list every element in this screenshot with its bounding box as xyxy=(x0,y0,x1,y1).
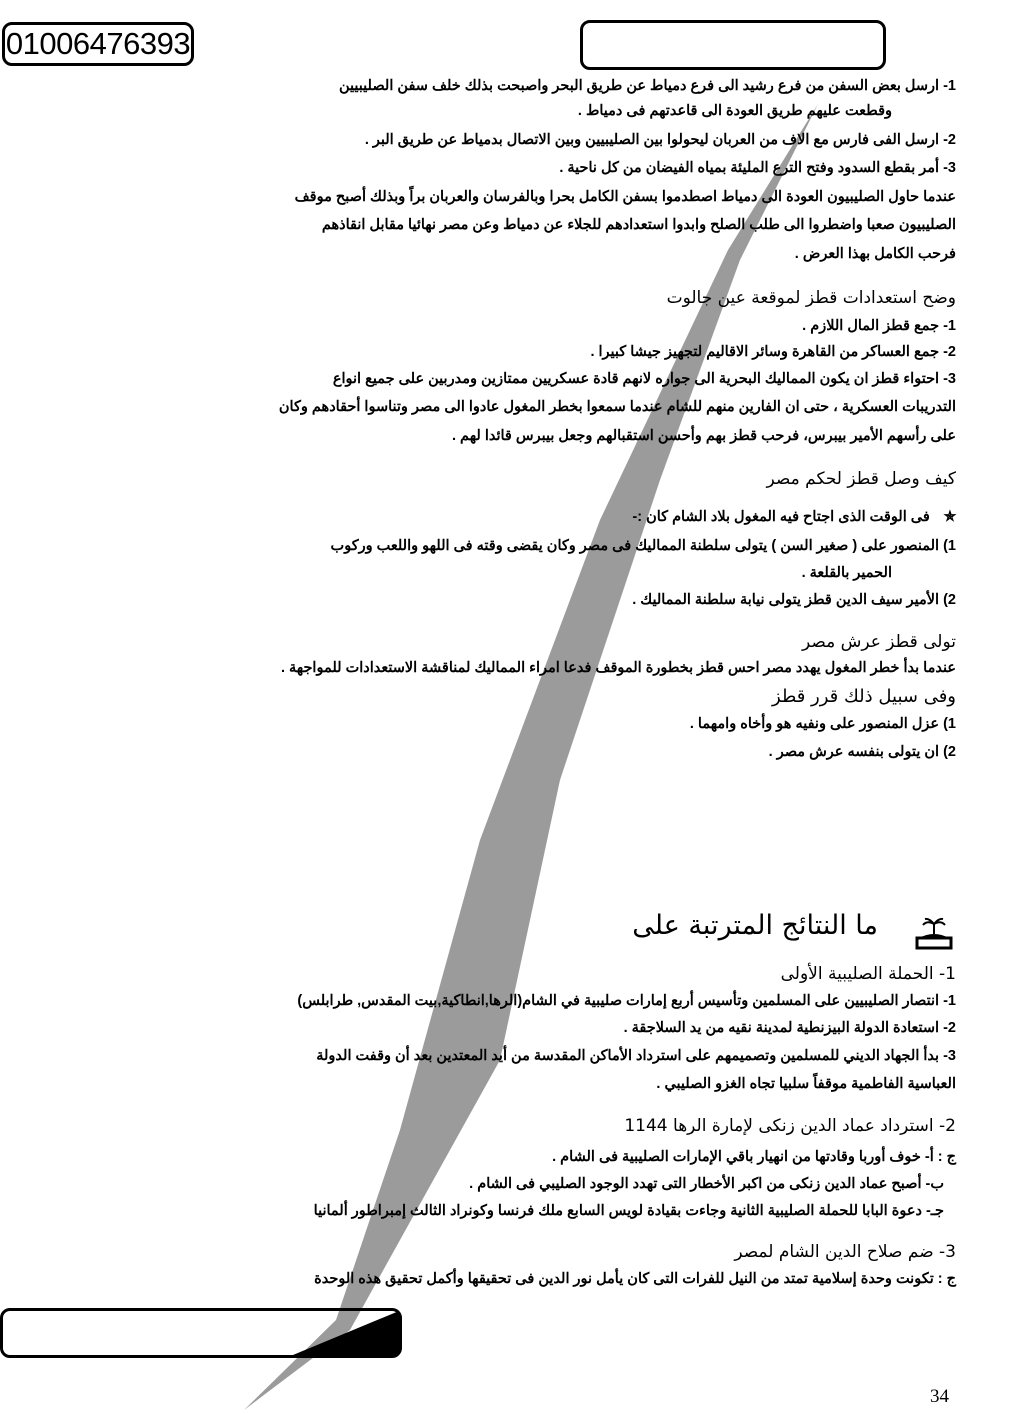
page-number: 34 xyxy=(930,1386,949,1407)
text-line: ج : أ- خوف أوربا وقادتها من انهيار باقي الإمارات الصليبية فى الشام . xyxy=(552,1149,956,1165)
section-heading: وفى سبيل ذلك قرر قطز xyxy=(772,686,956,707)
text-line: الحمير بالقلعة . xyxy=(801,565,892,581)
text-line: 2) الأمير سيف الدين قطز يتولى نيابة سلطنة المماليك . xyxy=(632,592,956,608)
section-heading: تولى قطز عرش مصر xyxy=(801,632,956,652)
star-bullet-icon: ✯ xyxy=(943,509,956,525)
text-line: التدريبات العسكرية ، حتى ان الفارين منهم للشام عندما سمعوا بخطر المغول عادوا الى مصر وتناسوا أحقادهم وكان xyxy=(278,399,956,415)
text-line: عندما بدأ خطر المغول يهدد مصر احس قطز بخطورة الموقف فدعا امراء المماليك لمناقشة الاستعدادات للمواجهة . xyxy=(280,660,956,676)
text-line xyxy=(632,509,956,525)
phone-number-box: 01006476393 xyxy=(2,22,194,66)
bullet-text: فى الوقت الذى اجتاح فيه المغول بلاد الشام كان :- xyxy=(632,509,930,525)
text-line: 3- أمر بقطع السدود وفتح الترع المليئة بمياه الفيضان من كل ناحية . xyxy=(559,160,956,176)
section-heading: وضح استعدادات قطز لموقعة عين جالوت xyxy=(666,288,956,308)
text-line: 1) المنصور على ( صغير السن ) يتولى سلطنة المماليك فى مصر وكان يقضى وقته فى اللهو واللعب وركوب xyxy=(330,538,956,554)
section-heading: 1- الحملة الصليبية الأولى xyxy=(780,964,956,984)
section-heading: كيف وصل قطز لحكم مصر xyxy=(766,469,956,489)
text-line: 1) عزل المنصور على ونفيه هو وأخاه وامهما . xyxy=(689,716,956,732)
text-line: 2- استعادة الدولة البيزنطية لمدينة نقيه من يد السلاجقة . xyxy=(623,1020,956,1036)
section-heading: 2- استرداد عماد الدين زنكى لإمارة الرها 1144 xyxy=(624,1116,956,1136)
text-line: 3- بدأ الجهاد الديني للمسلمين وتصميمهم على استرداد الأماكن المقدسة من أيد المعتدين بعد أن وقفت الدولة xyxy=(316,1048,956,1064)
text-line: 3- احتواء قطز ان يكون المماليك البحرية الى جواره لانهم قادة عسكريين ممتازين ومدربين على جميع انواع xyxy=(332,371,956,387)
text-line: 2- جمع العساكر من القاهرة وسائر الاقاليم لتجهيز جيشا كبيرا . xyxy=(590,344,956,360)
text-line: الصليبيون صعبا واضطروا الى طلب الصلح وابدوا استعدادهم للجلاء عن دمياط وعن مصر نهائيا مقابل انقاذهم xyxy=(321,217,956,233)
island-icon xyxy=(915,916,953,950)
section-title: ما النتائج المترتبة على xyxy=(632,910,878,941)
text-line: على رأسهم الأمير بيبرس، فرحب قطز بهم وأحسن استقبالهم وجعل بيبرس قائدا لهم . xyxy=(452,428,956,444)
text-line: ج : تكونت وحدة إسلامية تمتد من النيل للفرات التى كان يأمل نور الدين فى تحقيقها وأكمل تحقيق هذه الوحدة xyxy=(314,1271,956,1287)
section-heading: 3- ضم صلاح الدين الشام لمصر xyxy=(734,1242,956,1262)
text-line: 2- ارسل الفى فارس مع الاف من العربان ليحولوا بين الصليبيين وبين الاتصال بدمياط عن طريق البر . xyxy=(364,132,956,148)
header-empty-box xyxy=(580,20,886,70)
text-line: العباسية الفاطمية موقفاً سلبيا تجاه الغزو الصليبي . xyxy=(656,1076,956,1092)
text-line: 1- جمع قطز المال اللازم . xyxy=(802,318,956,334)
text-line: ب- أصبح عماد الدين زنكى من اكبر الأخطار التى تهدد الوجود الصليبي فى الشام . xyxy=(469,1176,944,1192)
footer-box xyxy=(0,1308,402,1358)
text-line: 1- ارسل بعض السفن من فرع رشيد الى فرع دمياط عن طريق البحر واصبحت بذلك خلف سفن الصليبيين xyxy=(339,78,956,94)
text-line: 1- انتصار الصليبيين على المسلمين وتأسيس أربع إمارات صليبية في الشام(الرها,انطاكية,بيت المقدس, طرابلس) xyxy=(297,993,956,1009)
text-line: عندما حاول الصليبيون العودة الى دمياط اصطدموا بسفن الكامل بحرا وبالفرسان والعربان براً وبذلك أصبح موقف xyxy=(294,189,956,205)
text-line: 2) ان يتولى بنفسه عرش مصر . xyxy=(768,744,956,760)
text-line: فرحب الكامل بهذا العرض . xyxy=(794,246,956,262)
text-line: جـ- دعوة البابا للحملة الصليبية الثانية وجاءت بقيادة لويس السابع ملك فرنسا وكونراد الثالث إمبراطور ألمانيا xyxy=(313,1203,944,1219)
text-line: وقطعت عليهم طريق العودة الى قاعدتهم فى دمياط . xyxy=(577,103,892,119)
footer-box-shading xyxy=(3,1311,399,1355)
